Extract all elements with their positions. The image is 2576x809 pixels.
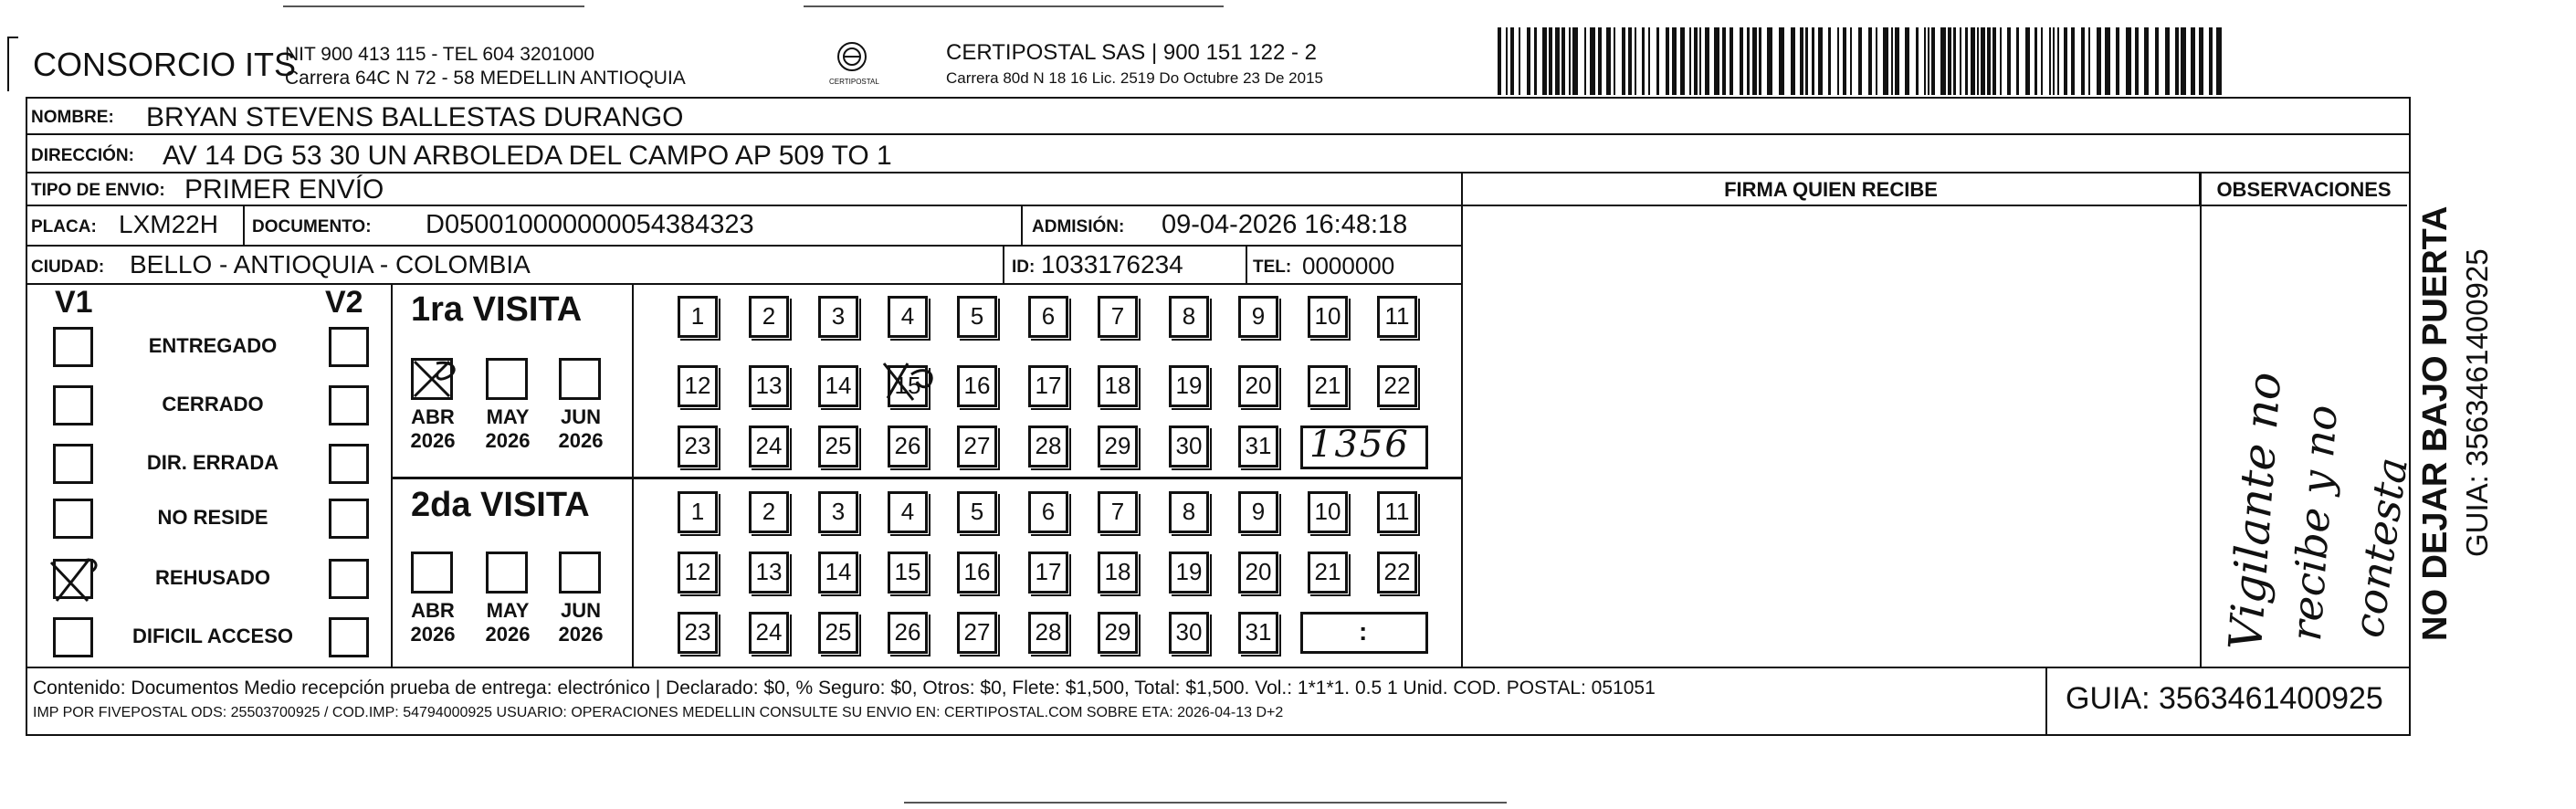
day-box[interactable]: 4	[888, 296, 928, 338]
certipostal-title: CERTIPOSTAL SAS | 900 151 122 - 2	[946, 40, 1317, 65]
day-box[interactable]: 6	[1028, 296, 1068, 338]
day-box[interactable]: 28	[1028, 426, 1068, 468]
ciudad-label: CIUDAD:	[31, 257, 105, 277]
day-box[interactable]: 20	[1238, 552, 1278, 594]
day-box[interactable]: 27	[957, 426, 997, 468]
status-v1-checkbox[interactable]	[53, 327, 93, 367]
barcode-bar	[1506, 27, 1508, 95]
day-box[interactable]: 26	[888, 426, 928, 468]
barcode-bar	[2144, 27, 2149, 95]
barcode-bar	[2097, 27, 2101, 95]
barcode-bar	[1549, 27, 1552, 95]
barcode-bar	[1534, 27, 1537, 95]
barcode-bar	[1891, 27, 1893, 95]
documento-value: D050010000000054384323	[426, 210, 754, 239]
placa-row	[26, 206, 1461, 247]
status-label: NO RESIDE	[157, 506, 268, 529]
top-rule	[283, 5, 584, 7]
day-box[interactable]: 14	[818, 552, 858, 594]
barcode-bar	[1960, 27, 1961, 95]
status-v1-checkbox[interactable]	[53, 385, 93, 426]
status-v1-checkbox[interactable]	[53, 444, 93, 484]
barcode-bar	[1598, 27, 1602, 95]
month-year: 2026	[410, 623, 456, 646]
month-checkbox[interactable]	[486, 358, 528, 400]
barcode-bar	[2035, 27, 2037, 95]
footer-divider	[26, 667, 2411, 668]
day-box[interactable]: 11	[1377, 296, 1417, 338]
placa-value: LXM22H	[119, 210, 218, 238]
barcode-bar	[1572, 27, 1578, 95]
id-divider	[1003, 247, 1004, 285]
day-box[interactable]: 25	[818, 612, 858, 654]
day-box[interactable]: 3	[818, 491, 858, 533]
status-label: DIFICIL ACCESO	[131, 625, 293, 647]
month-label: JUN	[560, 405, 601, 428]
day-box[interactable]: 11	[1377, 491, 1417, 533]
day-box[interactable]: 23	[678, 426, 718, 468]
logo-text: CERTIPOSTAL	[829, 78, 879, 86]
barcode-bar	[1666, 27, 1669, 95]
barcode-bar	[2088, 27, 2090, 95]
day-box[interactable]: 13	[749, 552, 789, 594]
day-box[interactable]: 25	[818, 426, 858, 468]
barcode-bar	[1730, 27, 1733, 95]
barcode-bar	[1916, 27, 1919, 95]
logo-icon	[834, 40, 870, 73]
footer-line-2: IMP POR FIVEPOSTAL ODS: 25503700925 / COD.IMP: 54794000925 USUARIO: OPERACIONES MEDELLIN CONSULTE SU ENVIO EN: CERTIPOSTAL.COM SOBRE ETA: 2026-04-13 D+2	[33, 705, 1284, 720]
v1-header: V1	[55, 285, 93, 320]
barcode-bar	[1800, 27, 1803, 95]
handwritten-check-day4	[880, 358, 944, 409]
day-box[interactable]: 10	[1308, 296, 1348, 338]
barcode-bar	[1837, 27, 1839, 95]
barcode-bar	[1752, 27, 1757, 95]
footer-guia: GUIA: 3563461400925	[2066, 681, 2383, 716]
status-v2-checkbox[interactable]	[329, 385, 369, 426]
month-checkbox[interactable]	[559, 358, 601, 400]
day-box[interactable]: 1	[678, 296, 718, 338]
day-box[interactable]: 18	[1098, 552, 1138, 594]
day-box[interactable]: 2	[749, 296, 789, 338]
barcode-bar	[2007, 27, 2011, 95]
handwritten-time: 1356	[1309, 424, 1410, 466]
barcode-bar	[2175, 27, 2179, 95]
month-year: 2026	[410, 429, 456, 452]
barcode-bar	[1828, 27, 1831, 95]
month-year: 2026	[485, 429, 531, 452]
corner-mark	[7, 37, 18, 38]
day-box[interactable]: 31	[1238, 612, 1278, 654]
status-v2-checkbox[interactable]	[329, 617, 369, 657]
direccion-value: AV 14 DG 53 30 UN ARBOLEDA DEL CAMPO AP 509 TO 1	[163, 141, 892, 171]
ciudad-value: BELLO - ANTIOQUIA - COLOMBIA	[130, 250, 531, 278]
barcode-bar	[1858, 27, 1862, 95]
barcode-bar	[1977, 27, 1979, 95]
barcode-bar	[1672, 27, 1677, 95]
barcode-bar	[1747, 27, 1750, 95]
day-box[interactable]: 14	[818, 365, 858, 407]
side-warning: NO DEJAR BAJO PUERTA	[2416, 205, 2455, 641]
documento-label: DOCUMENTO:	[252, 217, 372, 236]
day-box[interactable]: 30	[1169, 426, 1209, 468]
barcode-bar	[1759, 27, 1761, 95]
time-box-colon: :	[1359, 617, 1368, 646]
barcode-bar	[1931, 27, 1935, 95]
month-label: JUN	[560, 599, 601, 622]
day-box[interactable]: 20	[1238, 365, 1278, 407]
day-box[interactable]: 17	[1028, 365, 1068, 407]
tel-value: 0000000	[1302, 252, 1395, 279]
barcode-bar	[1705, 27, 1709, 95]
barcode-bar	[1876, 27, 1877, 95]
barcode-bar	[1584, 27, 1586, 95]
barcode-bar	[1714, 27, 1719, 95]
day-box[interactable]: 3	[818, 296, 858, 338]
barcode-bar	[2216, 27, 2222, 95]
barcode-bar	[1812, 27, 1814, 95]
observation-line-1: Vigilante no	[2219, 370, 2292, 653]
day-box[interactable]: 7	[1098, 296, 1138, 338]
month-year: 2026	[558, 623, 604, 646]
day-box[interactable]: 31	[1238, 426, 1278, 468]
barcode-bar	[1561, 27, 1565, 95]
visit-divider-h	[391, 477, 1461, 479]
firma-header: FIRMA QUIEN RECIBE	[1463, 173, 2201, 206]
nombre-label: NOMBRE:	[31, 108, 114, 127]
day-box[interactable]: 2	[749, 491, 789, 533]
placa-label: PLACA:	[31, 217, 97, 236]
barcode-bar	[1981, 27, 1985, 95]
barcode-bar	[1895, 27, 1899, 95]
day-box[interactable]: 15	[888, 552, 928, 594]
status-v2-checkbox[interactable]	[329, 327, 369, 367]
status-label: CERRADO	[162, 393, 264, 415]
certipostal-logo	[829, 40, 879, 93]
nombre-value: BRYAN STEVENS BALLESTAS DURANGO	[146, 102, 684, 132]
day-box[interactable]: 27	[957, 612, 997, 654]
id-label: ID:	[1012, 257, 1036, 277]
barcode-bar	[1843, 27, 1846, 95]
barcode-bar	[2135, 27, 2139, 95]
barcode-bar	[2064, 27, 2067, 95]
day-box[interactable]: 13	[749, 365, 789, 407]
status-label: REHUSADO	[155, 566, 270, 589]
status-v1-checkbox[interactable]	[53, 617, 93, 657]
barcode-bar	[2165, 27, 2170, 95]
barcode	[1498, 27, 2228, 95]
tel-divider	[1246, 247, 1247, 285]
barcode-bar	[2041, 27, 2043, 95]
day-box[interactable]: 29	[1098, 612, 1138, 654]
barcode-bar	[1694, 27, 1698, 95]
month-year: 2026	[558, 429, 604, 452]
barcode-bar	[1656, 27, 1659, 95]
day-box[interactable]: 15	[888, 365, 928, 407]
day-box[interactable]: 1	[678, 491, 718, 533]
status-v2-checkbox[interactable]	[329, 559, 369, 599]
barcode-bar	[1519, 27, 1520, 95]
day-box[interactable]: 7	[1098, 491, 1138, 533]
barcode-bar	[1905, 27, 1909, 95]
firma-divider	[1461, 173, 1463, 667]
top-rule	[804, 5, 1224, 7]
barcode-bar	[2105, 27, 2110, 95]
admision-value: 09-04-2026 16:48:18	[1162, 210, 1408, 239]
company-name: CONSORCIO ITS	[33, 46, 297, 83]
barcode-bar	[1680, 27, 1685, 95]
day-box[interactable]: 9	[1238, 296, 1278, 338]
barcode-bar	[1850, 27, 1852, 95]
v2-header: V2	[325, 285, 363, 320]
day-box[interactable]: 29	[1098, 426, 1138, 468]
month-year: 2026	[485, 623, 531, 646]
barcode-bar	[1635, 27, 1636, 95]
barcode-bar	[1510, 27, 1514, 95]
month-checkbox[interactable]	[411, 552, 453, 594]
footer-line-1: Contenido: Documentos Medio recepción prueba de entrega: electrónico | Declarado: $0, % Seguro: $0, Otros: $0, Flete: $1,500, Total: $1,500. Vol.: 1*1*1. 0.5 1 Unid. COD. POSTAL: 051051	[33, 678, 1656, 699]
barcode-bar	[1498, 27, 1501, 95]
barcode-bar	[1953, 27, 1956, 95]
day-box[interactable]: 17	[1028, 552, 1068, 594]
ciudad-row	[26, 247, 1461, 285]
barcode-bar	[1965, 27, 1968, 95]
observaciones-header: OBSERVACIONES	[2201, 173, 2407, 206]
status-v2-checkbox[interactable]	[329, 444, 369, 484]
day-box[interactable]: 12	[678, 365, 718, 407]
nombre-row	[26, 97, 2411, 135]
visit-divider-v	[632, 285, 634, 667]
status-divider	[391, 285, 393, 667]
tipo-label: TIPO DE ENVIO:	[31, 181, 165, 200]
observation-line-2: recibe y no	[2281, 403, 2347, 643]
observation-line-3: contesta	[2343, 454, 2418, 641]
month-label: ABR	[411, 599, 455, 622]
month-checkbox[interactable]	[486, 552, 528, 594]
tipo-value: PRIMER ENVÍO	[184, 174, 384, 205]
status-v2-checkbox[interactable]	[329, 499, 369, 539]
barcode-bar	[1628, 27, 1632, 95]
day-box[interactable]: 6	[1028, 491, 1068, 533]
handwritten-check-abr	[409, 354, 473, 409]
barcode-bar	[1868, 27, 1872, 95]
footer-guia-divider	[2045, 667, 2047, 736]
day-box[interactable]: 8	[1169, 491, 1209, 533]
barcode-bar	[1606, 27, 1611, 95]
barcode-bar	[2025, 27, 2030, 95]
barcode-bar	[1992, 27, 1996, 95]
day-box[interactable]: 5	[957, 296, 997, 338]
barcode-bar	[1699, 27, 1701, 95]
barcode-bar	[1883, 27, 1888, 95]
handwritten-check-rehusado	[47, 553, 111, 608]
day-box[interactable]: 9	[1238, 491, 1278, 533]
first-visit-label: 1ra VISITA	[411, 290, 583, 329]
status-v1-checkbox[interactable]	[53, 499, 93, 539]
barcode-bar	[2209, 27, 2213, 95]
tipo-row	[26, 173, 1463, 206]
barcode-bar	[2126, 27, 2131, 95]
month-checkbox[interactable]	[559, 552, 601, 594]
barcode-bar	[1940, 27, 1946, 95]
barcode-bar	[1642, 27, 1645, 95]
barcode-bar	[1948, 27, 1951, 95]
barcode-bar	[2199, 27, 2203, 95]
barcode-bar	[2000, 27, 2002, 95]
barcode-bar	[1818, 27, 1823, 95]
day-box[interactable]: 22	[1377, 552, 1417, 594]
observaciones-divider	[2200, 173, 2202, 667]
day-box[interactable]: 21	[1308, 365, 1348, 407]
tel-label: TEL:	[1253, 257, 1292, 277]
barcode-bar	[2181, 27, 2186, 95]
barcode-bar	[1740, 27, 1743, 95]
day-box[interactable]: 24	[749, 426, 789, 468]
month-label: MAY	[486, 599, 530, 622]
day-box[interactable]: 22	[1377, 365, 1417, 407]
side-guia: GUIA: 3563461400925	[2460, 248, 2494, 557]
barcode-bar	[2071, 27, 2075, 95]
barcode-bar	[2116, 27, 2119, 95]
certipostal-address: Carrera 80d N 18 16 Lic. 2519 Do Octubre 23 De 2015	[946, 69, 1323, 87]
direccion-row	[26, 135, 2411, 173]
company-nit-tel: NIT 900 413 115 - TEL 604 3201000	[285, 44, 594, 65]
day-box[interactable]: 30	[1169, 612, 1209, 654]
barcode-bar	[1722, 27, 1726, 95]
admision-label: ADMISIÓN:	[1032, 217, 1125, 236]
barcode-bar	[2053, 27, 2055, 95]
corner-mark	[7, 37, 9, 91]
day-box[interactable]: 16	[957, 552, 997, 594]
barcode-bar	[1971, 27, 1975, 95]
day-box[interactable]: 18	[1098, 365, 1138, 407]
admision-divider	[1021, 206, 1023, 247]
bottom-rule	[904, 802, 1507, 804]
barcode-bar	[1924, 27, 1926, 95]
day-box[interactable]: 24	[749, 612, 789, 654]
barcode-bar	[1648, 27, 1650, 95]
barcode-bar	[1555, 27, 1560, 95]
barcode-bar	[1622, 27, 1625, 95]
barcode-bar	[2191, 27, 2195, 95]
day-box[interactable]: 5	[957, 491, 997, 533]
barcode-bar	[1689, 27, 1691, 95]
barcode-bar	[1767, 27, 1772, 95]
barcode-bar	[1590, 27, 1595, 95]
status-label: ENTREGADO	[148, 334, 278, 357]
day-box[interactable]: 19	[1169, 552, 1209, 594]
barcode-bar	[1987, 27, 1991, 95]
placa-divider	[243, 206, 245, 247]
barcode-bar	[2081, 27, 2085, 95]
barcode-bar	[2057, 27, 2059, 95]
barcode-bar	[1779, 27, 1784, 95]
day-box[interactable]: 21	[1308, 552, 1348, 594]
barcode-bar	[1542, 27, 1547, 95]
day-box[interactable]: 4	[888, 491, 928, 533]
barcode-bar	[1569, 27, 1571, 95]
barcode-bar	[1791, 27, 1795, 95]
month-label: ABR	[411, 405, 455, 428]
barcode-bar	[2016, 27, 2019, 95]
day-box[interactable]: 16	[957, 365, 997, 407]
barcode-bar	[1928, 27, 1929, 95]
day-box[interactable]: 26	[888, 612, 928, 654]
day-box[interactable]: 12	[678, 552, 718, 594]
barcode-bar	[1527, 27, 1530, 95]
id-value: 1033176234	[1041, 250, 1183, 278]
day-box[interactable]: 23	[678, 612, 718, 654]
day-box[interactable]: 8	[1169, 296, 1209, 338]
barcode-bar	[1805, 27, 1808, 95]
day-box[interactable]: 10	[1308, 491, 1348, 533]
day-box[interactable]: 28	[1028, 612, 1068, 654]
second-visit-label: 2da VISITA	[411, 486, 590, 524]
barcode-bar	[2049, 27, 2051, 95]
barcode-bar	[1614, 27, 1615, 95]
day-box[interactable]: 19	[1169, 365, 1209, 407]
direccion-label: DIRECCIÓN:	[31, 146, 134, 165]
month-label: MAY	[486, 405, 530, 428]
status-label: DIR. ERRADA	[146, 451, 279, 474]
barcode-bar	[2155, 27, 2159, 95]
company-address: Carrera 64C N 72 - 58 MEDELLIN ANTIOQUIA	[285, 68, 686, 89]
